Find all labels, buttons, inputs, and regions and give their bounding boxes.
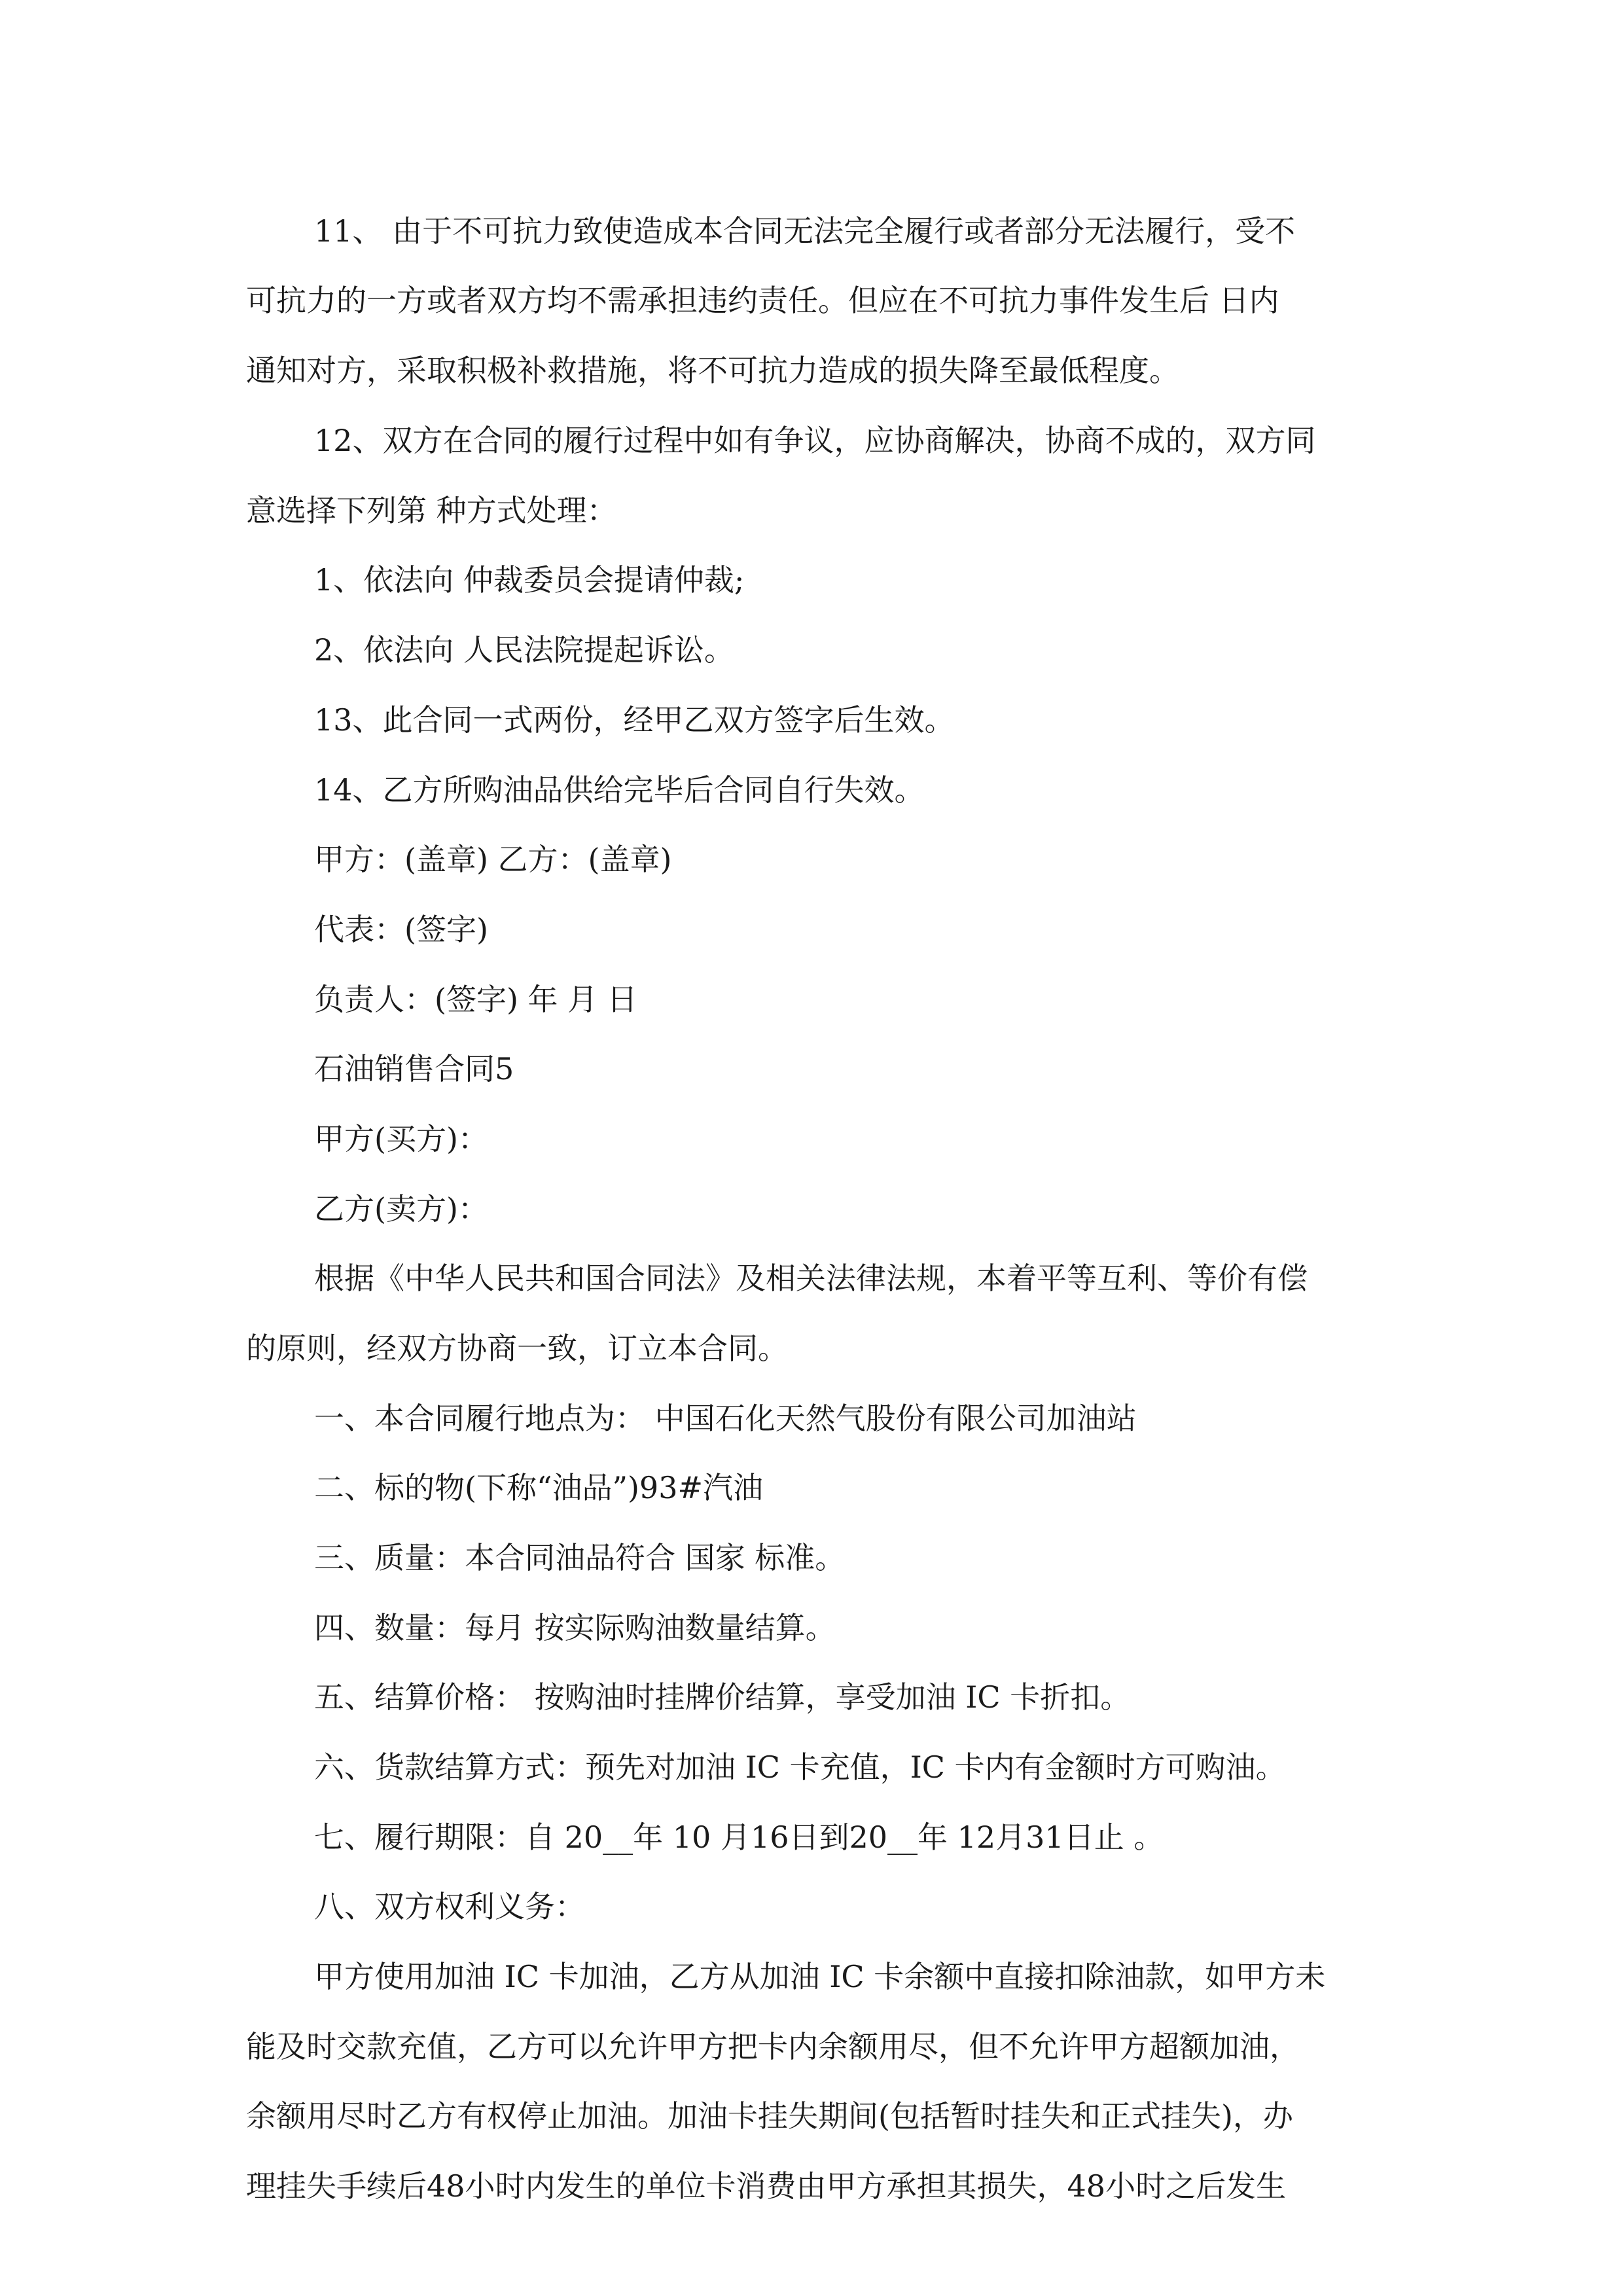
clause-12-line-2: 意选择下列第 种方式处理： bbox=[246, 493, 617, 528]
representative: 代表：(签字) bbox=[314, 912, 488, 947]
option-2: 2、依法向 人民法院提起诉讼。 bbox=[314, 632, 734, 668]
article-2-subject: 二、标的物(下称“油品”)93#汽油 bbox=[314, 1470, 764, 1505]
article-4-quantity: 四、数量：每月 按实际购油数量结算。 bbox=[314, 1610, 836, 1645]
article-1-location: 一、本合同履行地点为： 中国石化天然气股份有限公司加油站 bbox=[314, 1401, 1137, 1436]
preamble-line-2: 的原则，经双方协商一致，订立本合同。 bbox=[246, 1331, 788, 1366]
clause-11-line-3: 通知对方，采取积极补救措施，将不可抗力造成的损失降至最低程度。 bbox=[246, 353, 1179, 388]
contract-title: 石油销售合同5 bbox=[314, 1051, 514, 1086]
party-b-seller: 乙方(卖方)： bbox=[314, 1191, 488, 1227]
preamble-line-1: 根据《中华人民共和国合同法》及相关法律法规，本着平等互利、等价有偿 bbox=[314, 1261, 1308, 1296]
responsible-person: 负责人：(签字) 年 月 日 bbox=[314, 982, 637, 1017]
article-6-payment: 六、货款结算方式：预先对加油 IC 卡充值，IC 卡内有金额时方可购油。 bbox=[314, 1749, 1286, 1785]
clause-11-line-1: 11、 由于不可抗力致使造成本合同无法完全履行或者部分无法履行，受不 bbox=[314, 213, 1296, 249]
article-3-quality: 三、质量：本合同油品符合 国家 标准。 bbox=[314, 1540, 846, 1575]
article-5-price: 五、结算价格： 按购油时挂牌价结算，享受加油 IC 卡折扣。 bbox=[314, 1679, 1131, 1715]
article-7-term: 七、履行期限：自 20__年 10 月16日到20__年 12月31日止 。 bbox=[314, 1820, 1164, 1855]
clause-12-line-1: 12、双方在合同的履行过程中如有争议，应协商解决，协商不成的，双方同 bbox=[314, 423, 1316, 458]
article-8-line-4: 理挂失手续后48小时内发生的单位卡消费由甲方承担其损失，48小时之后发生 bbox=[246, 2168, 1287, 2204]
article-8-line-3: 余额用尽时乙方有权停止加油。加油卡挂失期间(包括暂时挂失和正式挂失)，办 bbox=[246, 2098, 1293, 2134]
article-8-line-1: 甲方使用加油 IC 卡加油，乙方从加油 IC 卡余额中直接扣除油款，如甲方未 bbox=[314, 1959, 1326, 1994]
clause-14: 14、乙方所购油品供给完毕后合同自行失效。 bbox=[314, 772, 925, 808]
article-8-heading: 八、双方权利义务： bbox=[314, 1889, 585, 1924]
clause-13: 13、此合同一式两份，经甲乙双方签字后生效。 bbox=[314, 702, 955, 738]
article-8-line-2: 能及时交款充值，乙方可以允许甲方把卡内余额用尽，但不允许甲方超额加油， bbox=[246, 2029, 1300, 2064]
option-1: 1、依法向 仲裁委员会提请仲裁; bbox=[314, 562, 745, 598]
party-seals: 甲方：(盖章) 乙方：(盖章) bbox=[314, 842, 672, 877]
party-a-buyer: 甲方(买方)： bbox=[314, 1121, 488, 1157]
clause-11-line-2: 可抗力的一方或者双方均不需承担违约责任。但应在不可抗力事件发生后 日内 bbox=[246, 283, 1279, 318]
